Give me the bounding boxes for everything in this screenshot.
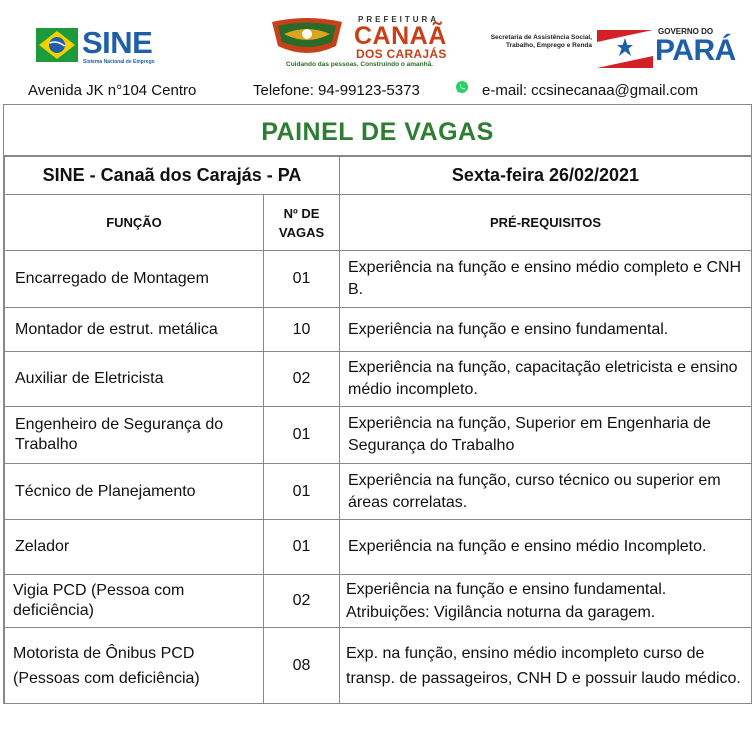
job-vacancies: 10 [264,308,340,352]
job-requirements: Experiência na função e ensino fundamental. Atribuições: Vigilância noturna da garagem. [340,575,752,628]
job-function: Montador de estrut. metálica [5,308,264,352]
job-vacancies: 01 [264,520,340,575]
table-row [5,308,752,352]
canaa-logo-prefeitura: PREFEITURA [358,15,440,24]
column-header-requisitos: PRÉ-REQUISITOS [340,195,752,251]
canaa-emblem-icon [270,16,344,60]
table-row [5,520,752,575]
job-function: Zelador [5,520,264,575]
email-text: e-mail: ccsinecanaa@gmail.com [482,82,699,99]
sine-logo [36,24,176,70]
job-requirements: Experiência na função, capacitação eletricista e ensino médio incompleto. [340,352,752,407]
column-header-vagas: Nº DE VAGAS [264,195,340,251]
canaa-logo-slogan: Cuidando das pessoas. Construindo o amanhã. [286,61,433,68]
brazil-flag-icon [36,26,78,64]
page-bottom [0,704,755,755]
vacancies-table [4,156,752,705]
whatsapp-icon [455,80,469,94]
job-requirements: Experiência na função e ensino médio Incompleto. [340,520,752,575]
job-vacancies: 01 [264,407,340,464]
office-label: SINE - Canaã dos Carajás - PA [5,157,340,195]
job-function: Encarregado de Montagem [5,251,264,308]
canaa-logo-city: DOS CARAJÁS [356,47,447,61]
job-requirements: Experiência na função, curso técnico ou superior em áreas correlatas. [340,464,752,520]
job-vacancies: 01 [264,464,340,520]
job-function: Motorista de Ônibus PCD (Pessoas com deficiência) [5,628,264,705]
job-function: Vigia PCD (Pessoa com deficiência) [5,575,264,628]
table-row [5,251,752,308]
contact-bar [0,80,755,102]
sine-logo-text: SINE [82,25,153,60]
phone-text: Telefone: 94-99123-5373 [253,82,420,99]
table-row [5,575,752,628]
prefeitura-canaa-logo [270,14,450,72]
job-panel [3,104,752,704]
job-vacancies: 01 [264,251,340,308]
job-vacancies: 02 [264,352,340,407]
panel-title: PAINEL DE VAGAS [4,105,751,156]
para-flag-icon [597,30,653,68]
table-row [5,464,752,520]
job-function: Técnico de Planejamento [5,464,264,520]
job-function: Engenheiro de Segurança do Trabalho [5,407,264,464]
job-function: Auxiliar de Eletricista [5,352,264,407]
canaa-logo-name: CANAÃ [354,22,447,50]
para-logo-text: PARÁ [655,34,736,67]
table-row [5,352,752,407]
sine-logo-subtitle: Sistema Nacional de Emprego [83,59,155,65]
table-row [5,407,752,464]
secretaria-label: Secretaria de Assistência Social, Trabalho, Emprego e Renda [490,34,592,49]
address-text: Avenida JK n°104 Centro [28,82,197,99]
job-requirements: Experiência na função e ensino médio completo e CNH B. [340,251,752,308]
job-requirements: Experiência na função, Superior em Engenharia de Segurança do Trabalho [340,407,752,464]
job-requirements: Experiência na função e ensino fundamental. [340,308,752,352]
table-row [5,628,752,705]
job-vacancies: 02 [264,575,340,628]
job-requirements: Exp. na função, ensino médio incompleto curso de transp. de passageiros, CNH D e possuir laudo médico. [340,628,752,705]
job-vacancies: 08 [264,628,340,705]
governo-label: GOVERNO DO [658,27,714,36]
column-header-funcao: FUNÇÃO [5,195,264,251]
date-label: Sexta-feira 26/02/2021 [340,157,752,195]
governo-para-logo [482,26,736,72]
